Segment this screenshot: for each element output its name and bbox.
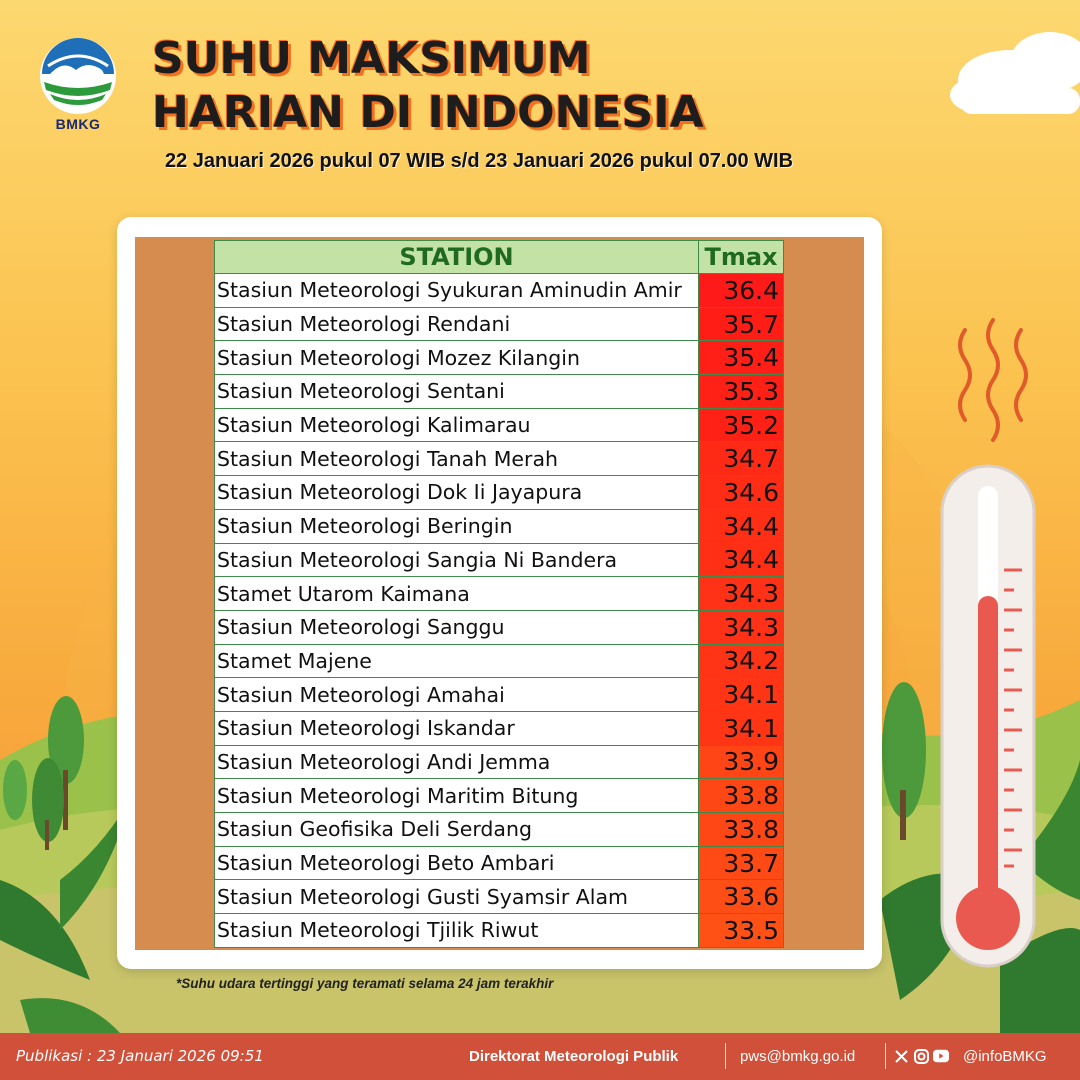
- tmax-value: 35.4: [699, 341, 784, 375]
- tmax-value: 34.6: [699, 476, 784, 510]
- station-name: Stasiun Meteorologi Rendani: [215, 307, 699, 341]
- station-name: Stamet Utarom Kaimana: [215, 577, 699, 611]
- column-header-station: STATION: [215, 241, 699, 274]
- tmax-value: 33.6: [699, 880, 784, 914]
- tmax-value: 34.2: [699, 644, 784, 678]
- bmkg-logo: [38, 36, 118, 136]
- tmax-table: [214, 240, 784, 948]
- table-row: [215, 341, 784, 375]
- footer-divider: [725, 1043, 726, 1069]
- table-row: [215, 610, 784, 644]
- table-row: [215, 678, 784, 712]
- table-row: [215, 711, 784, 745]
- table-row: [215, 779, 784, 813]
- tmax-value: 35.2: [699, 408, 784, 442]
- table-row: [215, 577, 784, 611]
- station-name: Stasiun Meteorologi Gusti Syamsir Alam: [215, 880, 699, 914]
- directorate-name: Direktorat Meteorologi Publik: [469, 1048, 679, 1065]
- social-handle[interactable]: @infoBMKG: [963, 1048, 1047, 1065]
- table-row: [215, 745, 784, 779]
- title-line-2: HARIAN DI INDONESIA: [152, 87, 704, 138]
- table-row: [215, 442, 784, 476]
- table-row: [215, 476, 784, 510]
- table-card: [117, 217, 882, 969]
- table-row: [215, 408, 784, 442]
- social-icons: [893, 1047, 949, 1065]
- station-name: Stasiun Meteorologi Mozez Kilangin: [215, 341, 699, 375]
- table-row: [215, 880, 784, 914]
- tmax-value: 34.1: [699, 711, 784, 745]
- table-row: [215, 274, 784, 308]
- cloud-icon: [950, 32, 1080, 114]
- table-body: [215, 274, 784, 948]
- tmax-value: 34.1: [699, 678, 784, 712]
- station-name: Stasiun Meteorologi Dok Ii Jayapura: [215, 476, 699, 510]
- title-line-1: SUHU MAKSIMUM: [152, 33, 591, 84]
- station-name: Stasiun Meteorologi Beringin: [215, 509, 699, 543]
- publication-date: Publikasi : 23 Januari 2026 09:51: [16, 1047, 264, 1065]
- x-icon[interactable]: [893, 1048, 909, 1064]
- station-name: Stasiun Meteorologi Kalimarau: [215, 408, 699, 442]
- station-name: Stasiun Meteorologi Maritim Bitung: [215, 779, 699, 813]
- date-range-subtitle: 22 Januari 2026 pukul 07 WIB s/d 23 Januari 2026 pukul 07.00 WIB: [165, 150, 794, 172]
- heat-wave-icon: [960, 320, 1026, 440]
- tmax-value: 33.5: [699, 914, 784, 948]
- tmax-value: 34.7: [699, 442, 784, 476]
- table-row: [215, 543, 784, 577]
- station-name: Stasiun Meteorologi Beto Ambari: [215, 846, 699, 880]
- station-name: Stasiun Meteorologi Syukuran Aminudin Amir: [215, 274, 699, 308]
- tmax-value: 34.3: [699, 610, 784, 644]
- tmax-value: 33.8: [699, 813, 784, 847]
- table-row: [215, 813, 784, 847]
- station-name: Stasiun Meteorologi Iskandar: [215, 711, 699, 745]
- tmax-value: 33.7: [699, 846, 784, 880]
- table-row: [215, 375, 784, 409]
- tmax-value: 35.3: [699, 375, 784, 409]
- table-row: [215, 644, 784, 678]
- contact-email[interactable]: pws@bmkg.go.id: [740, 1048, 856, 1065]
- tmax-value: 36.4: [699, 274, 784, 308]
- bmkg-logo-icon: [38, 36, 118, 116]
- station-name: Stasiun Meteorologi Andi Jemma: [215, 745, 699, 779]
- tmax-value: 34.3: [699, 577, 784, 611]
- station-name: Stasiun Meteorologi Tjilik Riwut: [215, 914, 699, 948]
- page-title: [152, 32, 704, 140]
- station-name: Stasiun Meteorologi Sanggu: [215, 610, 699, 644]
- tmax-value: 35.7: [699, 307, 784, 341]
- tmax-value: 34.4: [699, 509, 784, 543]
- table-row: [215, 509, 784, 543]
- station-name: Stasiun Meteorologi Amahai: [215, 678, 699, 712]
- logo-text: BMKG: [55, 116, 101, 132]
- station-name: Stasiun Geofisika Deli Serdang: [215, 813, 699, 847]
- station-name: Stasiun Meteorologi Sentani: [215, 375, 699, 409]
- youtube-icon[interactable]: [933, 1048, 949, 1064]
- station-name: Stasiun Meteorologi Tanah Merah: [215, 442, 699, 476]
- column-header-tmax: Tmax: [699, 241, 784, 274]
- tmax-value: 33.9: [699, 745, 784, 779]
- table-row: [215, 914, 784, 948]
- instagram-icon[interactable]: [913, 1048, 929, 1064]
- station-name: Stasiun Meteorologi Sangia Ni Bandera: [215, 543, 699, 577]
- table-card-inner: [135, 237, 864, 950]
- footnote: *Suhu udara tertinggi yang teramati selama 24 jam terakhir: [176, 976, 554, 991]
- table-row: [215, 307, 784, 341]
- table-header-row: [215, 241, 784, 274]
- footer-divider: [885, 1043, 886, 1069]
- station-name: Stamet Majene: [215, 644, 699, 678]
- footer-bar: [0, 1033, 1080, 1080]
- table-row: [215, 846, 784, 880]
- tmax-value: 33.8: [699, 779, 784, 813]
- tmax-value: 34.4: [699, 543, 784, 577]
- thermometer-icon: [942, 466, 1034, 966]
